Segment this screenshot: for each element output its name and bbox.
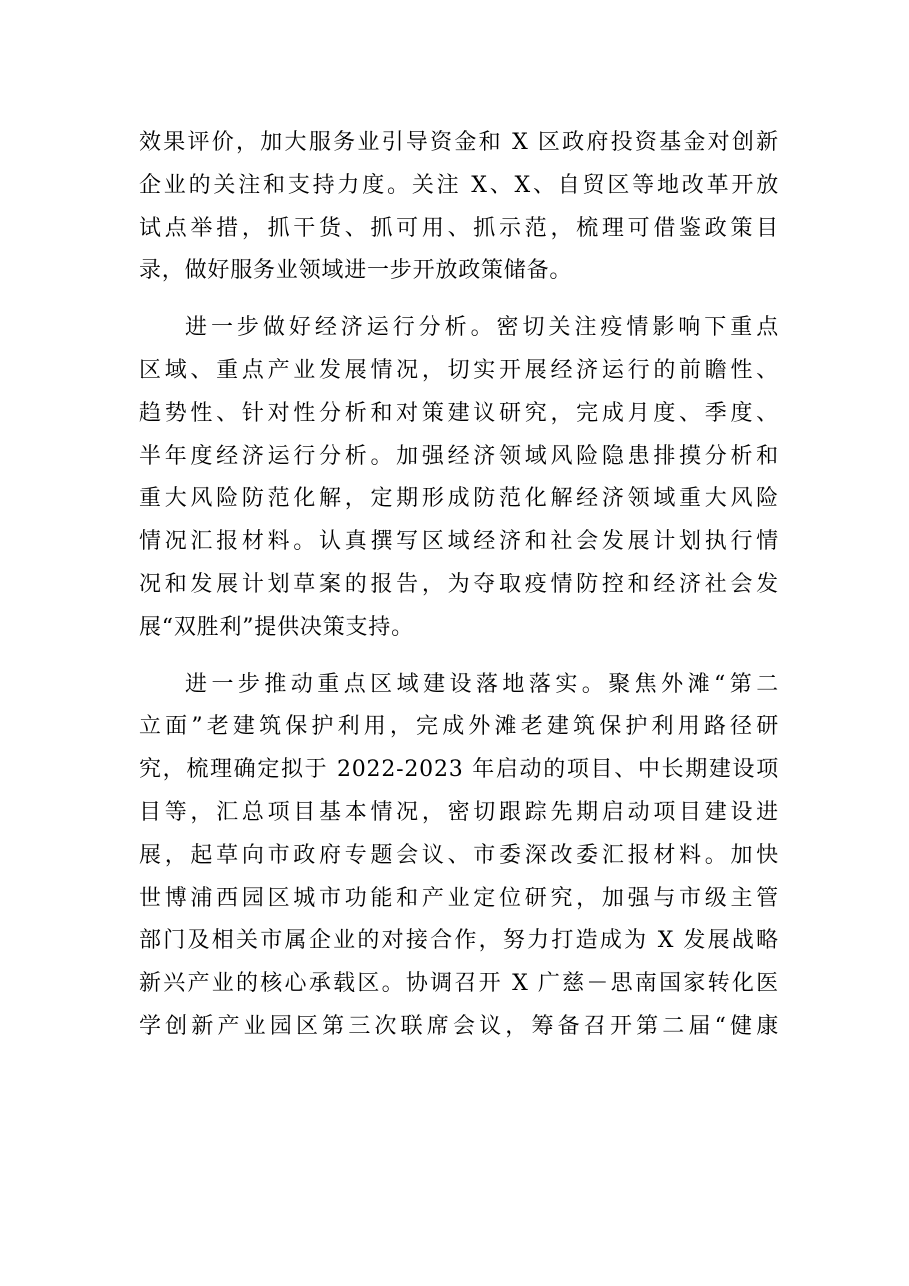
text-line: 企业的关注和支持力度。关注 X、X、自贸区等地改革开放 xyxy=(139,172,779,198)
text-line: 新兴产业的核心承载区。协调召开 X 广慈－思南国家转化医 xyxy=(139,971,779,997)
paragraph-3 xyxy=(139,664,779,1049)
text-line: 区域、重点产业发展情况，切实开展经济运行的前瞻性、 xyxy=(139,357,779,383)
document-body xyxy=(139,122,779,1049)
text-line: 进一步推动重点区域建设落地落实。聚焦外滩“第二 xyxy=(185,671,779,697)
text-line: 部门及相关市属企业的对接合作，努力打造成为 X 发展战略 xyxy=(139,928,779,954)
paragraph-2 xyxy=(139,307,779,649)
paragraph-spacer xyxy=(139,293,779,307)
paragraph-spacer xyxy=(139,650,779,664)
text-line: 情况汇报材料。认真撰写区域经济和社会发展计划执行情 xyxy=(139,529,779,555)
text-line: 试点举措，抓干货、抓可用、抓示范，梳理可借鉴政策目 xyxy=(139,215,779,241)
text-line: 究，梳理确定拟于 2022-2023 年启动的项目、中长期建设项 xyxy=(139,757,779,783)
text-line: 学创新产业园区第三次联席会议，筹备召开第二届“健康 xyxy=(139,1013,779,1039)
text-line: 展“双胜利”提供决策支持。 xyxy=(139,614,414,640)
text-line: 半年度经济运行分析。加强经济领域风险隐患排摸分析和 xyxy=(139,443,779,469)
text-line: 况和发展计划草案的报告，为夺取疫情防控和经济社会发 xyxy=(139,571,779,597)
text-line: 目等，汇总项目基本情况，密切跟踪先期启动项目建设进 xyxy=(139,799,779,825)
text-line: 录，做好服务业领域进一步开放政策储备。 xyxy=(139,258,573,284)
text-line: 趋势性、针对性分析和对策建议研究，完成月度、季度、 xyxy=(139,400,779,426)
paragraph-1 xyxy=(139,122,779,293)
text-line: 展，起草向市政府专题会议、市委深改委汇报材料。加快 xyxy=(139,842,779,868)
text-line: 重大风险防范化解，定期形成防范化解经济领域重大风险 xyxy=(139,486,779,512)
text-line: 效果评价，加大服务业引导资金和 X 区政府投资基金对创新 xyxy=(139,130,779,155)
text-line: 进一步做好经济运行分析。密切关注疫情影响下重点 xyxy=(185,315,779,341)
text-line: 立面”老建筑保护利用，完成外滩老建筑保护利用路径研 xyxy=(139,714,779,740)
text-line: 世博浦西园区城市功能和产业定位研究，加强与市级主管 xyxy=(139,885,779,911)
